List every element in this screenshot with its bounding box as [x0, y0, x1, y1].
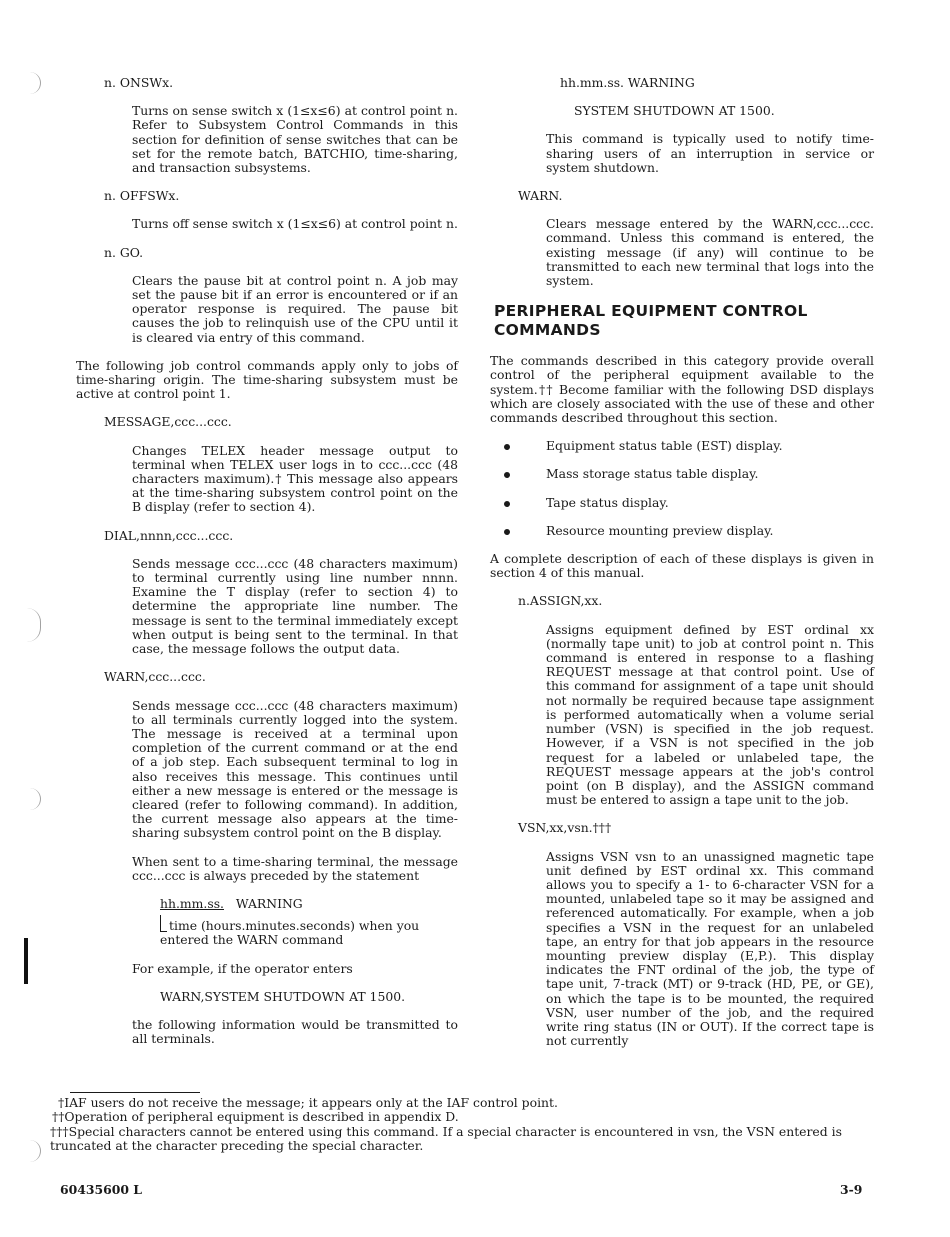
notify-text: This command is typically used to notify time-sharing users of an interruption in service or system shutdown. [546, 131, 874, 175]
example-command: WARN,SYSTEM SHUTDOWN AT 1500. [160, 988, 406, 1004]
command-assign: n.ASSIGN,xx. [518, 593, 603, 609]
section-heading-line-1: PERIPHERAL EQUIPMENT CONTROL [494, 302, 808, 321]
warn-sent-text: When sent to a time-sharing terminal, the message ccc...ccc is always preceded by the statement [132, 853, 458, 883]
time-note-text: time (hours.minutes.seconds) when you entered the WARN command [160, 918, 420, 948]
command-warn-clear: WARN. [518, 188, 563, 204]
document-number: 60435600 L [60, 1182, 142, 1197]
bullet-item: Tape status display. [546, 496, 874, 510]
command-offswx: n. OFFSWx. [104, 188, 180, 204]
section-heading [494, 302, 874, 340]
footnote-2: ††Operation of peripheral equipment is described in appendix D. [52, 1109, 459, 1125]
section-intro: The commands described in this category provide overall control of the peripheral equipment available to the system.†† Become familiar with the following DSD displays which are closely associated with the use of these and other commands described throughout this section. [490, 353, 874, 426]
warning-word: WARNING [235, 895, 303, 911]
page-number: 3-9 [840, 1182, 863, 1197]
footnote-3-continued: truncated at the character preceding the special character. [50, 1138, 424, 1154]
command-onswx: n. ONSWx. [104, 75, 174, 90]
footnote-1: †IAF users do not receive the message; it appears only at the IAF control point. [58, 1095, 558, 1110]
margin-mark [26, 72, 41, 94]
shutdown-line: SYSTEM SHUTDOWN AT 1500. [574, 103, 775, 119]
time-note [160, 915, 458, 947]
left-column [76, 76, 458, 1046]
margin-mark [26, 788, 41, 810]
transmit-text: the following information would be transmitted to all terminals. [132, 1016, 458, 1047]
right-column [490, 76, 874, 1048]
command-vsn: VSN,xx,vsn.††† [518, 820, 612, 836]
margin-mark [26, 608, 41, 642]
assign-description: Assigns equipment defined by EST ordinal xx (normally tape unit) to job at control point n. This command is entered in response to a flashing REQUEST message at that control point. Use of this command for assignment of a tape unit should not normally be required because tape assignment is performed automatically when a volume serial number (VSN) is specified in the job request. However, if a VSN is not specified in the job request for a labeled or unlabeled tape, the REQUEST message appears at the job's control point (on B display), and the ASSIGN command must be entered to assign a tape unit to the job. [546, 621, 874, 808]
complete-description: A complete description of each of these displays is given in section 4 of this manual. [490, 551, 874, 581]
footnotes [50, 1096, 880, 1154]
dial-description: Sends message ccc...ccc (48 characters maximum) to terminal currently using line number nnnn. Examine the T display (refer to section 4) to determine the appropriate line number. The message is sent to the terminal immediately except when output is being sent to the terminal. In that case, the message follows the output data. [132, 555, 458, 657]
margin-mark [26, 1140, 41, 1162]
bracket-mark [160, 915, 167, 932]
command-go: n. GO. [104, 244, 144, 260]
vsn-description: Assigns VSN vsn to an unassigned magnetic tape unit defined by EST ordinal xx. This command allows you to specify a 1- to 6-character VSN for a mounted, unlabeled tape so it may be assigned and referenced automatically. For example, when a job specifies a VSN in the request for an unlabeled tape, an entry for that job appears in the resource mounting preview display (E,P.). This display indicates the FNT ordinal of the job, the type of tape unit, 7-track (MT) or 9-track (HD, PE, or GE), on which the tape is to be mounted, the required VSN, user number of the job, and the required write ring status (IN or OUT). If the correct tape is not currently [546, 848, 874, 1049]
time-sharing-intro: The following job control commands apply only to jobs of time-sharing origin. The time-sharing subsystem must be active at control point 1. [76, 357, 458, 402]
time-format: hh.mm.ss. [160, 895, 224, 911]
onswx-description: Turns on sense switch x (1≤x≤6) at control point n. Refer to Subsystem Control Commands in this section for definition of sense switches that can be set for the remote batch, BATCHIO, time-sharing, and transaction subsystems. [132, 103, 458, 176]
bullet-item: Equipment status table (EST) display. [546, 439, 874, 453]
warn-clear-description: Clears message entered by the WARN,ccc...ccc. command. Unless this command is entered, the existing message (if any) will continue to be transmitted to each new terminal that logs into the system. [546, 216, 874, 289]
footnote-3: †††Special characters cannot be entered using this command. If a special character is encountered in vsn, the VSN entered is [50, 1123, 842, 1139]
command-dial: DIAL,nnnn,ccc...ccc. [104, 527, 234, 543]
warning-statement [160, 897, 458, 911]
bullet-item: Mass storage status table display. [546, 467, 874, 481]
bullet-item: Resource mounting preview display. [546, 524, 874, 538]
command-message: MESSAGE,ccc...ccc. [104, 414, 232, 430]
section-heading-line-2: COMMANDS [494, 321, 601, 340]
offswx-description: Turns off sense switch x (1≤x≤6) at control point n. [132, 216, 458, 232]
message-description: Changes TELEX header message output to terminal when TELEX user logs in to ccc...ccc (48 characters maximum).† This message also appears at the time-sharing subsystem control point on the B display (refer to section 4). [132, 442, 458, 515]
footnote-rule [70, 1092, 200, 1093]
command-warn-message: WARN,ccc...ccc. [104, 669, 206, 685]
warning-line: hh.mm.ss. WARNING [560, 75, 695, 90]
change-bar [24, 938, 28, 984]
example-intro: For example, if the operator enters [132, 960, 353, 976]
go-description: Clears the pause bit at control point n. A job may set the pause bit if an error is encountered or if an operator response is required. The pause bit causes the job to relinquish use of the CPU until it is cleared via entry of this command. [132, 272, 458, 345]
warn-message-description: Sends message ccc...ccc (48 characters maximum) to all terminals currently logged into the system. The message is received at a terminal upon completion of the current command or at the end of a job step. Each subsequent terminal to log in also receives this message. This continues until either a new message is entered or the message is cleared (refer to following command). In addition, the current message also appears at the time-sharing subsystem control point on the B display. [132, 697, 458, 841]
